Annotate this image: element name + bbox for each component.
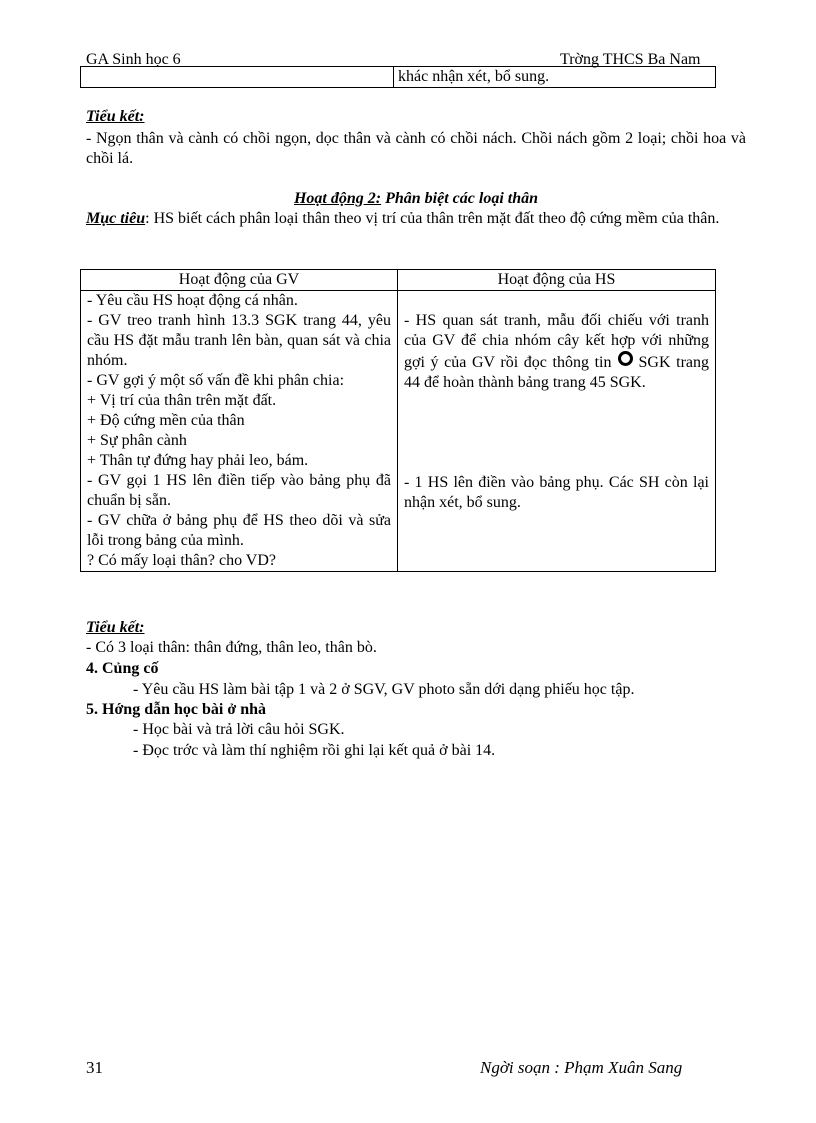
activity-2-title: Phân biệt các loại thân (381, 190, 539, 207)
hs-spacer (404, 291, 709, 311)
header-subject: GA Sinh học 6 (86, 51, 181, 68)
continuation-cell-gv (81, 67, 394, 88)
hs-activities (398, 291, 716, 572)
gv-activities (81, 291, 398, 572)
gv-line: + Vị trí của thân trên mặt đất. (87, 392, 277, 409)
continuation-table (80, 66, 716, 88)
tieu-ket-heading-1: Tiểu kết: (86, 108, 145, 125)
activity-2-label: Hoạt động 2: (293, 190, 382, 207)
objective (86, 209, 746, 229)
hs-spacer (404, 393, 709, 473)
gv-line: - Yêu cầu HS hoạt động cá nhân. (87, 292, 298, 309)
gv-line: - GV gợi ý một số vấn đề khi phân chia: (87, 372, 345, 389)
gv-line: + Sự phân cành (87, 432, 187, 449)
tieu-ket-heading-2: Tiểu kết: (86, 619, 145, 636)
gv-line: ? Có mấy loại thân? cho VD? (87, 552, 276, 569)
tieu-ket-text-1: - Ngọn thân và cành có chồi ngọn, dọc thân và cành có chồi nách. Chồi nách gồm 2 loại; chồi hoa và chồi lá. (86, 130, 746, 167)
activity-table (80, 269, 716, 572)
continuation-cell-hs: khác nhận xét, bổ sung. (394, 67, 716, 88)
header-gv: Hoạt động của GV (81, 270, 398, 291)
objective-text: : HS biết cách phân loại thân theo vị trí của thân trên mặt đất theo độ cứng mềm của thân. (145, 210, 720, 227)
header-school: Trờng THCS Ba Nam (560, 51, 701, 68)
gv-line: + Thân tự đứng hay phải leo, bám. (87, 452, 309, 469)
gv-line: + Độ cứng mền của thân (87, 412, 245, 429)
hs-block-1 (404, 311, 709, 393)
tieu-ket-text-2: - Có 3 loại thân: thân đứng, thân leo, thân bò. (86, 639, 377, 656)
activity-2-heading (86, 189, 746, 209)
hs-block-2: - 1 HS lên điền vào bảng phụ. Các SH còn lại nhận xét, bổ sung. (404, 474, 709, 511)
gv-line: - GV chữa ở bảng phụ để HS theo dõi và sửa lỗi trong bảng của mình. (87, 512, 391, 549)
page-number: 31 (86, 1058, 103, 1077)
hs-block-1-text-b: SGK trang 44 để hoàn thành bảng trang 45 SGK. (404, 354, 710, 391)
section-4-heading: 4. Củng cố (86, 660, 159, 677)
footer-author: Ngời soạn : Phạm Xuân Sang (480, 1058, 683, 1077)
hs-block-1-text-a: - HS quan sát tranh, mẫu đối chiếu với tranh của GV để chia nhóm cây kết hợp với những gợi ý của GV rồi đọc thông tin (404, 312, 709, 371)
gv-line: - GV treo tranh hình 13.3 SGK trang 44, yêu cầu HS đặt mẫu tranh lên bàn, quan sát và chia nhóm. (87, 312, 391, 369)
section-5-item: - Học bài và trả lời câu hỏi SGK. (133, 721, 345, 738)
header-hs: Hoạt động của HS (398, 270, 716, 291)
info-circle-icon (618, 351, 633, 366)
gv-line: - GV gọi 1 HS lên điền tiếp vào bảng phụ đã chuẩn bị sẵn. (87, 472, 391, 509)
section-5-item: - Đọc trớc và làm thí nghiệm rồi ghi lại kết quả ở bài 14. (133, 742, 496, 759)
section-4-text: - Yêu cầu HS làm bài tập 1 và 2 ở SGV, GV photo sẵn dới dạng phiếu học tập. (133, 681, 635, 698)
objective-label: Mục tiêu (86, 210, 146, 227)
section-5-heading: 5. Hớng dẫn học bài ở nhà (86, 701, 266, 718)
